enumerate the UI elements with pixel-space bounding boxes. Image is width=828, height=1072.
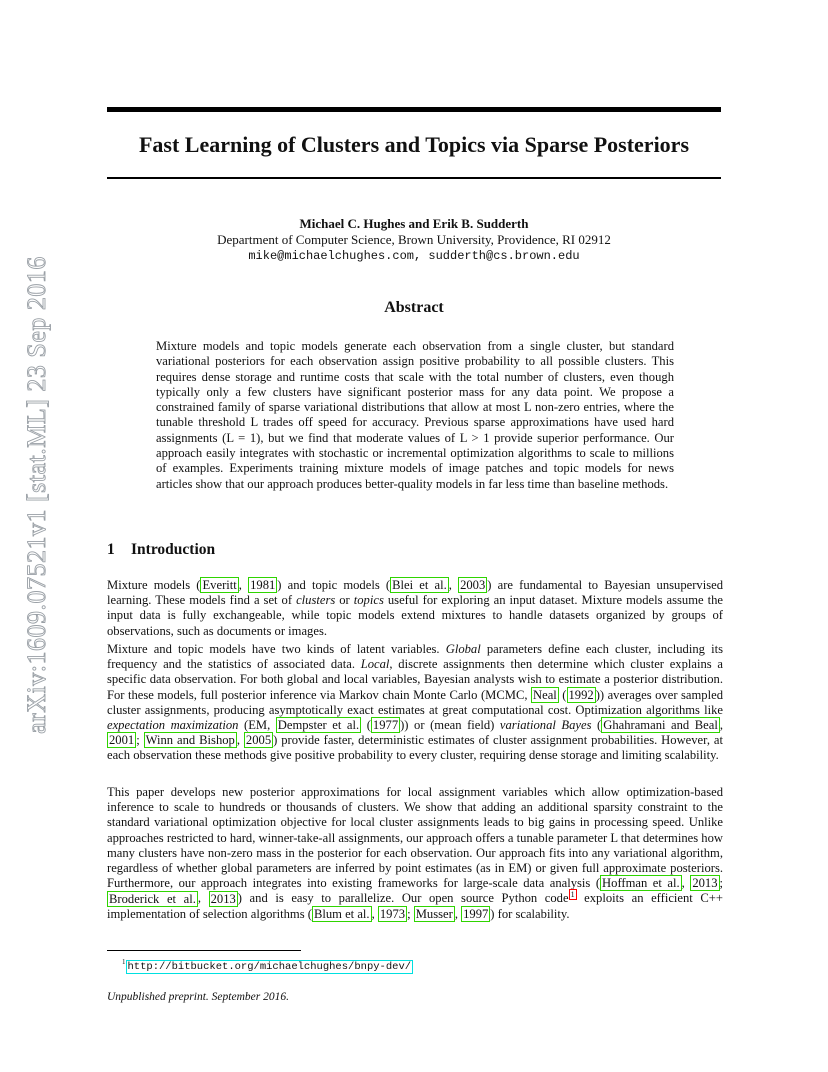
text-run: ) and topic models ( (277, 578, 391, 592)
section-heading (107, 540, 721, 560)
footnote (122, 955, 722, 974)
emphasis-text: variational Bayes (499, 718, 592, 733)
emphasis-text: topics (353, 593, 384, 608)
footnote-marker-link[interactable]: 1 (570, 890, 575, 900)
text-run: ; (136, 733, 144, 748)
citation-link[interactable]: Hoffman et al. (602, 876, 680, 891)
citation-link[interactable]: Ghahramani and Beal (603, 718, 718, 733)
text-run: Mixture and topic models have two kinds of latent variables. (107, 642, 446, 656)
title-rule (107, 177, 721, 179)
text-run: ; (407, 906, 414, 921)
citation-link[interactable]: Broderick et al. (109, 891, 196, 906)
footnote-mark: 1 (122, 958, 126, 966)
citation-link[interactable]: Everitt (202, 578, 237, 592)
section-title: Introduction (131, 541, 216, 558)
intro-paragraph-1 (107, 578, 723, 639)
emphasis-text: Global (445, 642, 481, 656)
text-run: (EM, (238, 718, 276, 733)
text-run: or (335, 593, 354, 608)
emphasis-text: clusters (296, 593, 336, 608)
intro-paragraph-3 (107, 785, 723, 922)
text-run: parameters define each cluster, including its frequency and the statistics of associated data. (107, 642, 723, 672)
preprint-note: Unpublished preprint. September 2016. (107, 991, 289, 1003)
text-run: ) are fundamental to Bayesian unsupervised learning. These models find a set of (107, 578, 724, 608)
citation-link[interactable]: Blum et al. (313, 906, 370, 921)
citation-link[interactable]: 1981 (250, 578, 276, 592)
citation-link[interactable]: 2013 (692, 876, 718, 891)
citation-link[interactable]: 1977 (372, 718, 399, 733)
text-run: ( (361, 718, 371, 733)
text-run: ) and is easy to parallelize. Our open source Python code (237, 891, 569, 906)
citation-link[interactable]: 2005 (245, 733, 272, 748)
text-run: )) averages over sampled cluster assignments, producing asymptotically exact estimates at great computational cost. Optimization algorithms like (107, 687, 723, 717)
text-run: exploits an efficient C++ implementation of selection algorithms ( (107, 891, 723, 921)
citation-link[interactable]: 2013 (210, 891, 236, 906)
intro-paragraph-2 (107, 642, 723, 764)
author-block (107, 216, 721, 264)
top-rule (107, 107, 721, 112)
text-run: )) or (mean field) (400, 718, 500, 733)
arxiv-identifier-stamp (20, 245, 54, 745)
arxiv-identifier-text: arXiv:1609.07521v1 [stat.ML] 23 Sep 2016 (22, 256, 51, 734)
citation-link[interactable]: 2001 (109, 733, 135, 748)
text-run: ) provide faster, deterministic estimates of cluster assignment probabilities. However, at each observation these methods give positive probability to every cluster, requiring dense storage and limiting scalability. (107, 733, 724, 763)
author-affiliation: Department of Computer Science, Brown University, Providence, RI 02912 (217, 232, 611, 247)
text-run: This paper develops new posterior approximations for local assignment variables which allow optimization-based inference to scale to hundreds or thousands of clusters. We show that adding an additional sparsity constraint to the standard variational optimization objective for local cluster assignments leads to big gains in processing speed. Unlike approaches restricted to hard, winner-take-all assignments, our approach offers a tunable parameter L that determines how many clusters have non-zero mass in the posterior for each observation. Our approach fits into any variational algorithm, regardless of whether global parameters are inferred by point estimates (as in EM) or given full approximate posteriors. Furthermore, our approach integrates into existing frameworks for large-scale data analysis ( (107, 785, 723, 891)
citation-link[interactable]: 1992 (568, 687, 594, 702)
emphasis-text: expectation maximization (107, 718, 239, 733)
text-run: , (197, 891, 209, 906)
text-run: , (719, 718, 724, 733)
citation-link[interactable]: Blei et al. (392, 578, 447, 592)
text-run: , (236, 733, 244, 748)
text-run: , discrete assignments then determine which cluster explains a specific data observation. For both global and local variables, Bayesian analysts wish to estimate a posterior distribution. For these models, full posterior inference via Markov chain Monte Carlo (MCMC, (107, 657, 723, 702)
citation-link[interactable]: 1997 (463, 906, 489, 921)
citation-link[interactable]: 1973 (379, 906, 406, 921)
emphasis-text: Local (360, 657, 390, 672)
text-run: Mixture models ( (107, 578, 201, 592)
text-run: , (238, 578, 249, 592)
text-run: ; (719, 876, 724, 891)
text-run: , (681, 876, 691, 891)
section-number: 1 (107, 541, 115, 558)
citation-link[interactable]: Neal (533, 687, 557, 702)
footnote-rule (107, 950, 301, 951)
abstract-text: Mixture models and topic models generate each observation from a single cluster, but standard variational posteriors for each observation assign positive probability to all possible clusters. This requires dense storage and runtime costs that scale with the total number of clusters, even though typically only a few clusters have significant posterior mass for any data point. We propose a constrained family of sparse variational distributions that allow at most L non-zero entries, where the tunable threshold L trades off speed for accuracy. Previous sparse approximations have used hard assignments (L = 1), but we find that moderate values of L > 1 provide superior performance. Our approach easily integrates with stochastic or incremental optimization algorithms to scale to millions of examples. Experiments training mixture models of image patches and topic models for news articles show that our approach produces better-quality models in far less time than baseline methods. (156, 339, 674, 491)
citation-link[interactable]: 2003 (460, 578, 486, 592)
citation-link[interactable]: Dempster et al. (277, 718, 360, 733)
text-run: ( (558, 687, 567, 702)
text-run: ( (591, 718, 602, 733)
author-emails: mike@michaelchughes.com, sudderth@cs.brown.edu (248, 249, 580, 263)
citation-link[interactable]: Winn and Bishop (145, 733, 235, 748)
text-run: , (454, 906, 462, 921)
footnote-url-link[interactable]: http://bitbucket.org/michaelchughes/bnpy-dev/ (127, 960, 412, 973)
author-names: Michael C. Hughes and Erik B. Sudderth (299, 216, 529, 231)
text-run: , (448, 578, 459, 592)
text-run: , (371, 906, 378, 921)
text-run: ) for scalability. (490, 906, 570, 921)
citation-link[interactable]: Musser (415, 906, 453, 921)
text-run: useful for exploring an input dataset. Mixture models assume the input data is fully exchangeable, while topic models extend mixtures to handle datasets organized by groups of observations, such as documents or images. (107, 593, 723, 638)
abstract-heading: Abstract (384, 299, 444, 316)
paper-title: Fast Learning of Clusters and Topics via Sparse Posteriors (138, 132, 690, 157)
